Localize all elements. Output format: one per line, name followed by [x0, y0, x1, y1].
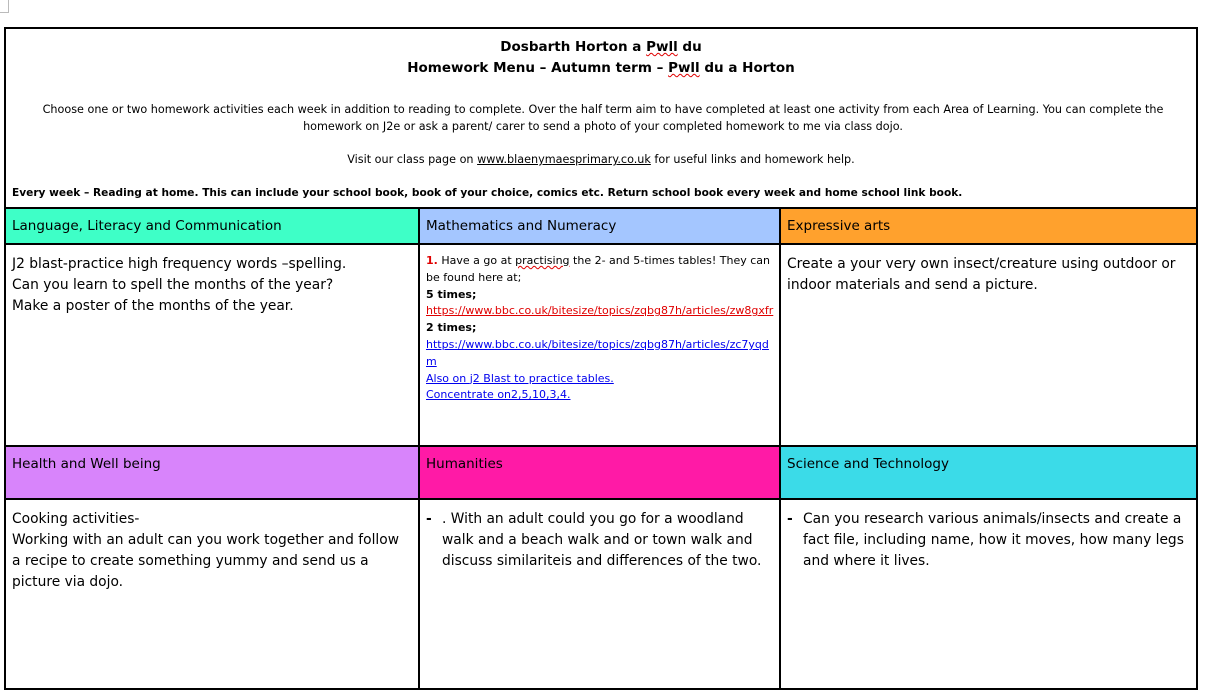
- activity-number: 1.: [426, 254, 438, 267]
- homework-menu-table: [4, 27, 1198, 690]
- humanities-activity: [418, 500, 779, 688]
- maths-spellcheck-word: practising: [515, 254, 570, 267]
- heading-humanities: Humanities: [418, 447, 779, 500]
- subtitle-prefix: Homework Menu – Autumn term –: [407, 60, 669, 76]
- heading-language-literacy: Language, Literacy and Communication: [6, 209, 418, 245]
- heading-science-technology: Science and Technology: [779, 447, 1196, 500]
- list-item: [787, 509, 1188, 572]
- header-section: [6, 29, 1196, 209]
- subtitle-spellcheck-word: Pwll: [668, 60, 700, 76]
- heading-expressive-arts: Expressive arts: [779, 209, 1196, 245]
- subtitle-suffix: du a Horton: [699, 60, 795, 76]
- weekly-reading-note: Every week – Reading at home. This can include your school book, book of your choice, comics etc. Return school book every week and home school link book.: [12, 187, 963, 199]
- health-line: Cooking activities-: [12, 511, 140, 527]
- language-line: J2 blast-practice high frequency words –spelling.: [12, 256, 347, 272]
- five-times-label: 5 times;: [426, 287, 477, 301]
- two-times-link[interactable]: https://www.bbc.co.uk/bitesize/topics/zqbg87h/articles/zc7yqdm: [426, 337, 769, 368]
- maths-intro-prefix: Have a go at: [437, 254, 516, 267]
- j2-blast-link[interactable]: Also on j2 Blast to practice tables.: [426, 371, 614, 385]
- bullet-dash: -: [426, 511, 432, 527]
- science-activity: [779, 500, 1196, 688]
- bullet-dash: -: [787, 511, 793, 527]
- title-spellcheck-word: Pwll: [646, 39, 678, 55]
- school-website-link[interactable]: www.blaenymaesprimary.co.uk: [477, 153, 651, 166]
- title-prefix: Dosbarth Horton a: [500, 39, 647, 55]
- title-suffix: du: [677, 39, 702, 55]
- list-item: [426, 509, 771, 572]
- visit-suffix: for useful links and homework help.: [650, 153, 855, 166]
- page-title: [6, 39, 1196, 55]
- expressive-arts-activity: Create a your very own insect/creature using outdoor or indoor materials and send a picture.: [779, 245, 1196, 447]
- language-line: Make a poster of the months of the year.: [12, 298, 294, 314]
- intro-paragraph: Choose one or two homework activities each week in addition to reading to complete. Over the half term aim to have completed at least one activity from each Area of Learning. You can complete the homework on J2e or ask a parent/ carer to send a photo of your completed homework to me via class dojo.: [42, 103, 1164, 133]
- health-line: Working with an adult can you work together and follow a recipe to create something yummy and send us a picture via dojo.: [12, 532, 399, 590]
- language-line: Can you learn to spell the months of the year?: [12, 277, 334, 293]
- visit-line: [6, 153, 1196, 166]
- five-times-link[interactable]: https://www.bbc.co.uk/bitesize/topics/zqbg87h/articles/zw8gxfr: [426, 304, 774, 318]
- visit-prefix: Visit our class page on: [347, 153, 478, 166]
- health-activities: [6, 500, 418, 688]
- maths-intro-suffix: the 2- and 5-times tables! They can be found here at;: [426, 254, 771, 284]
- concentrate-link[interactable]: Concentrate on2,5,10,3,4.: [426, 388, 571, 402]
- heading-health-wellbeing: Health and Well being: [6, 447, 418, 500]
- heading-mathematics: Mathematics and Numeracy: [418, 209, 779, 245]
- science-text: Can you research various animals/insects and create a fact file, including name, how it moves, how many legs and where it lives.: [803, 511, 1184, 569]
- page-corner-mark: [0, 0, 9, 13]
- humanities-text: . With an adult could you go for a woodland walk and a beach walk and or town walk and discuss similariteis and differences of the two.: [442, 511, 762, 569]
- maths-activities: [418, 245, 779, 447]
- maths-intro: [426, 253, 775, 287]
- language-activities: [6, 245, 418, 447]
- page-subtitle: [6, 60, 1196, 76]
- two-times-label: 2 times;: [426, 321, 477, 335]
